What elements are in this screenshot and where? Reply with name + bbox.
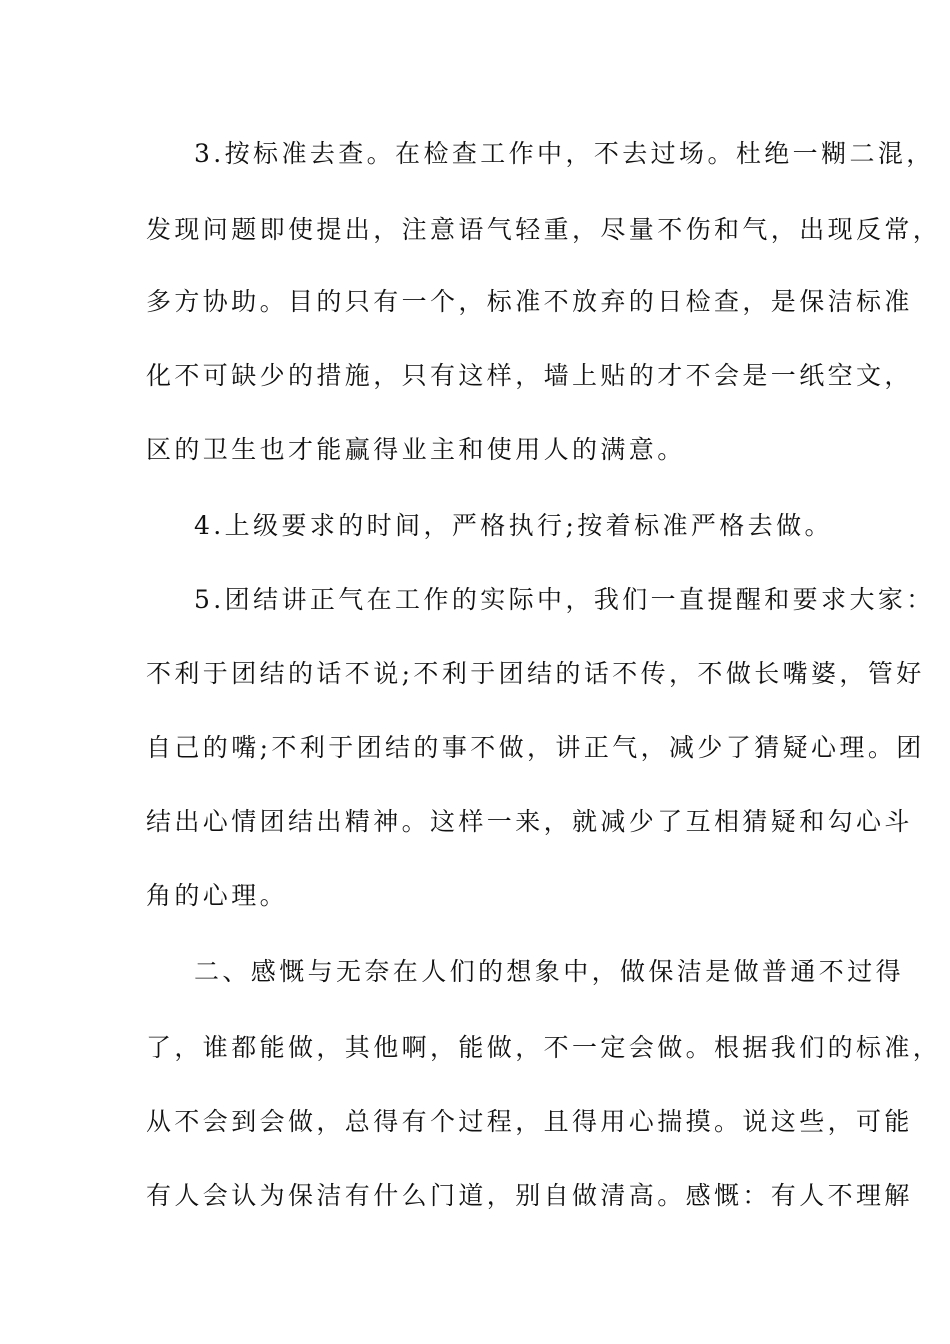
paragraph-3-line-1: 5.团结讲正气在工作的实际中，我们一直提醒和要求大家： <box>194 585 935 614</box>
paragraph-4-line-4: 有人会认为保洁有什么门道，别自做清高。感慨：有人不理解 <box>146 1181 913 1210</box>
paragraph-4-line-2: 了，谁都能做，其他啊，能做，不一定会做。根据我们的标准， <box>146 1033 942 1062</box>
paragraph-1-line-3: 多方协助。目的只有一个，标准不放弃的日检查，是保洁标准 <box>146 287 913 316</box>
paragraph-3-line-3: 自己的嘴;不利于团结的事不做，讲正气，减少了猜疑心理。团 <box>146 733 925 762</box>
paragraph-3-line-2: 不利于团结的话不说;不利于团结的话不传，不做长嘴婆，管好 <box>146 659 925 688</box>
paragraph-1-line-2: 发现问题即使提出，注意语气轻重，尽量不伤和气，出现反常， <box>146 215 942 244</box>
paragraph-3-line-5: 角的心理。 <box>146 881 289 910</box>
paragraph-1-line-1: 3.按标准去查。在检查工作中，不去过场。杜绝一糊二混， <box>194 139 935 168</box>
paragraph-2-line-1: 4.上级要求的时间，严格执行;按着标准严格去做。 <box>194 511 833 540</box>
paragraph-4-line-3: 从不会到会做，总得有个过程，且得用心揣摸。说这些，可能 <box>146 1107 913 1136</box>
paragraph-1-line-5: 区的卫生也才能赢得业主和使用人的满意。 <box>146 435 686 464</box>
paragraph-4-line-1: 二、感慨与无奈在人们的想象中，做保洁是做普通不过得 <box>194 957 905 986</box>
paragraph-3-line-4: 结出心情团结出精神。这样一来，就减少了互相猜疑和勾心斗 <box>146 807 913 836</box>
paragraph-1-line-4: 化不可缺少的措施，只有这样，墙上贴的才不会是一纸空文， <box>146 361 913 390</box>
